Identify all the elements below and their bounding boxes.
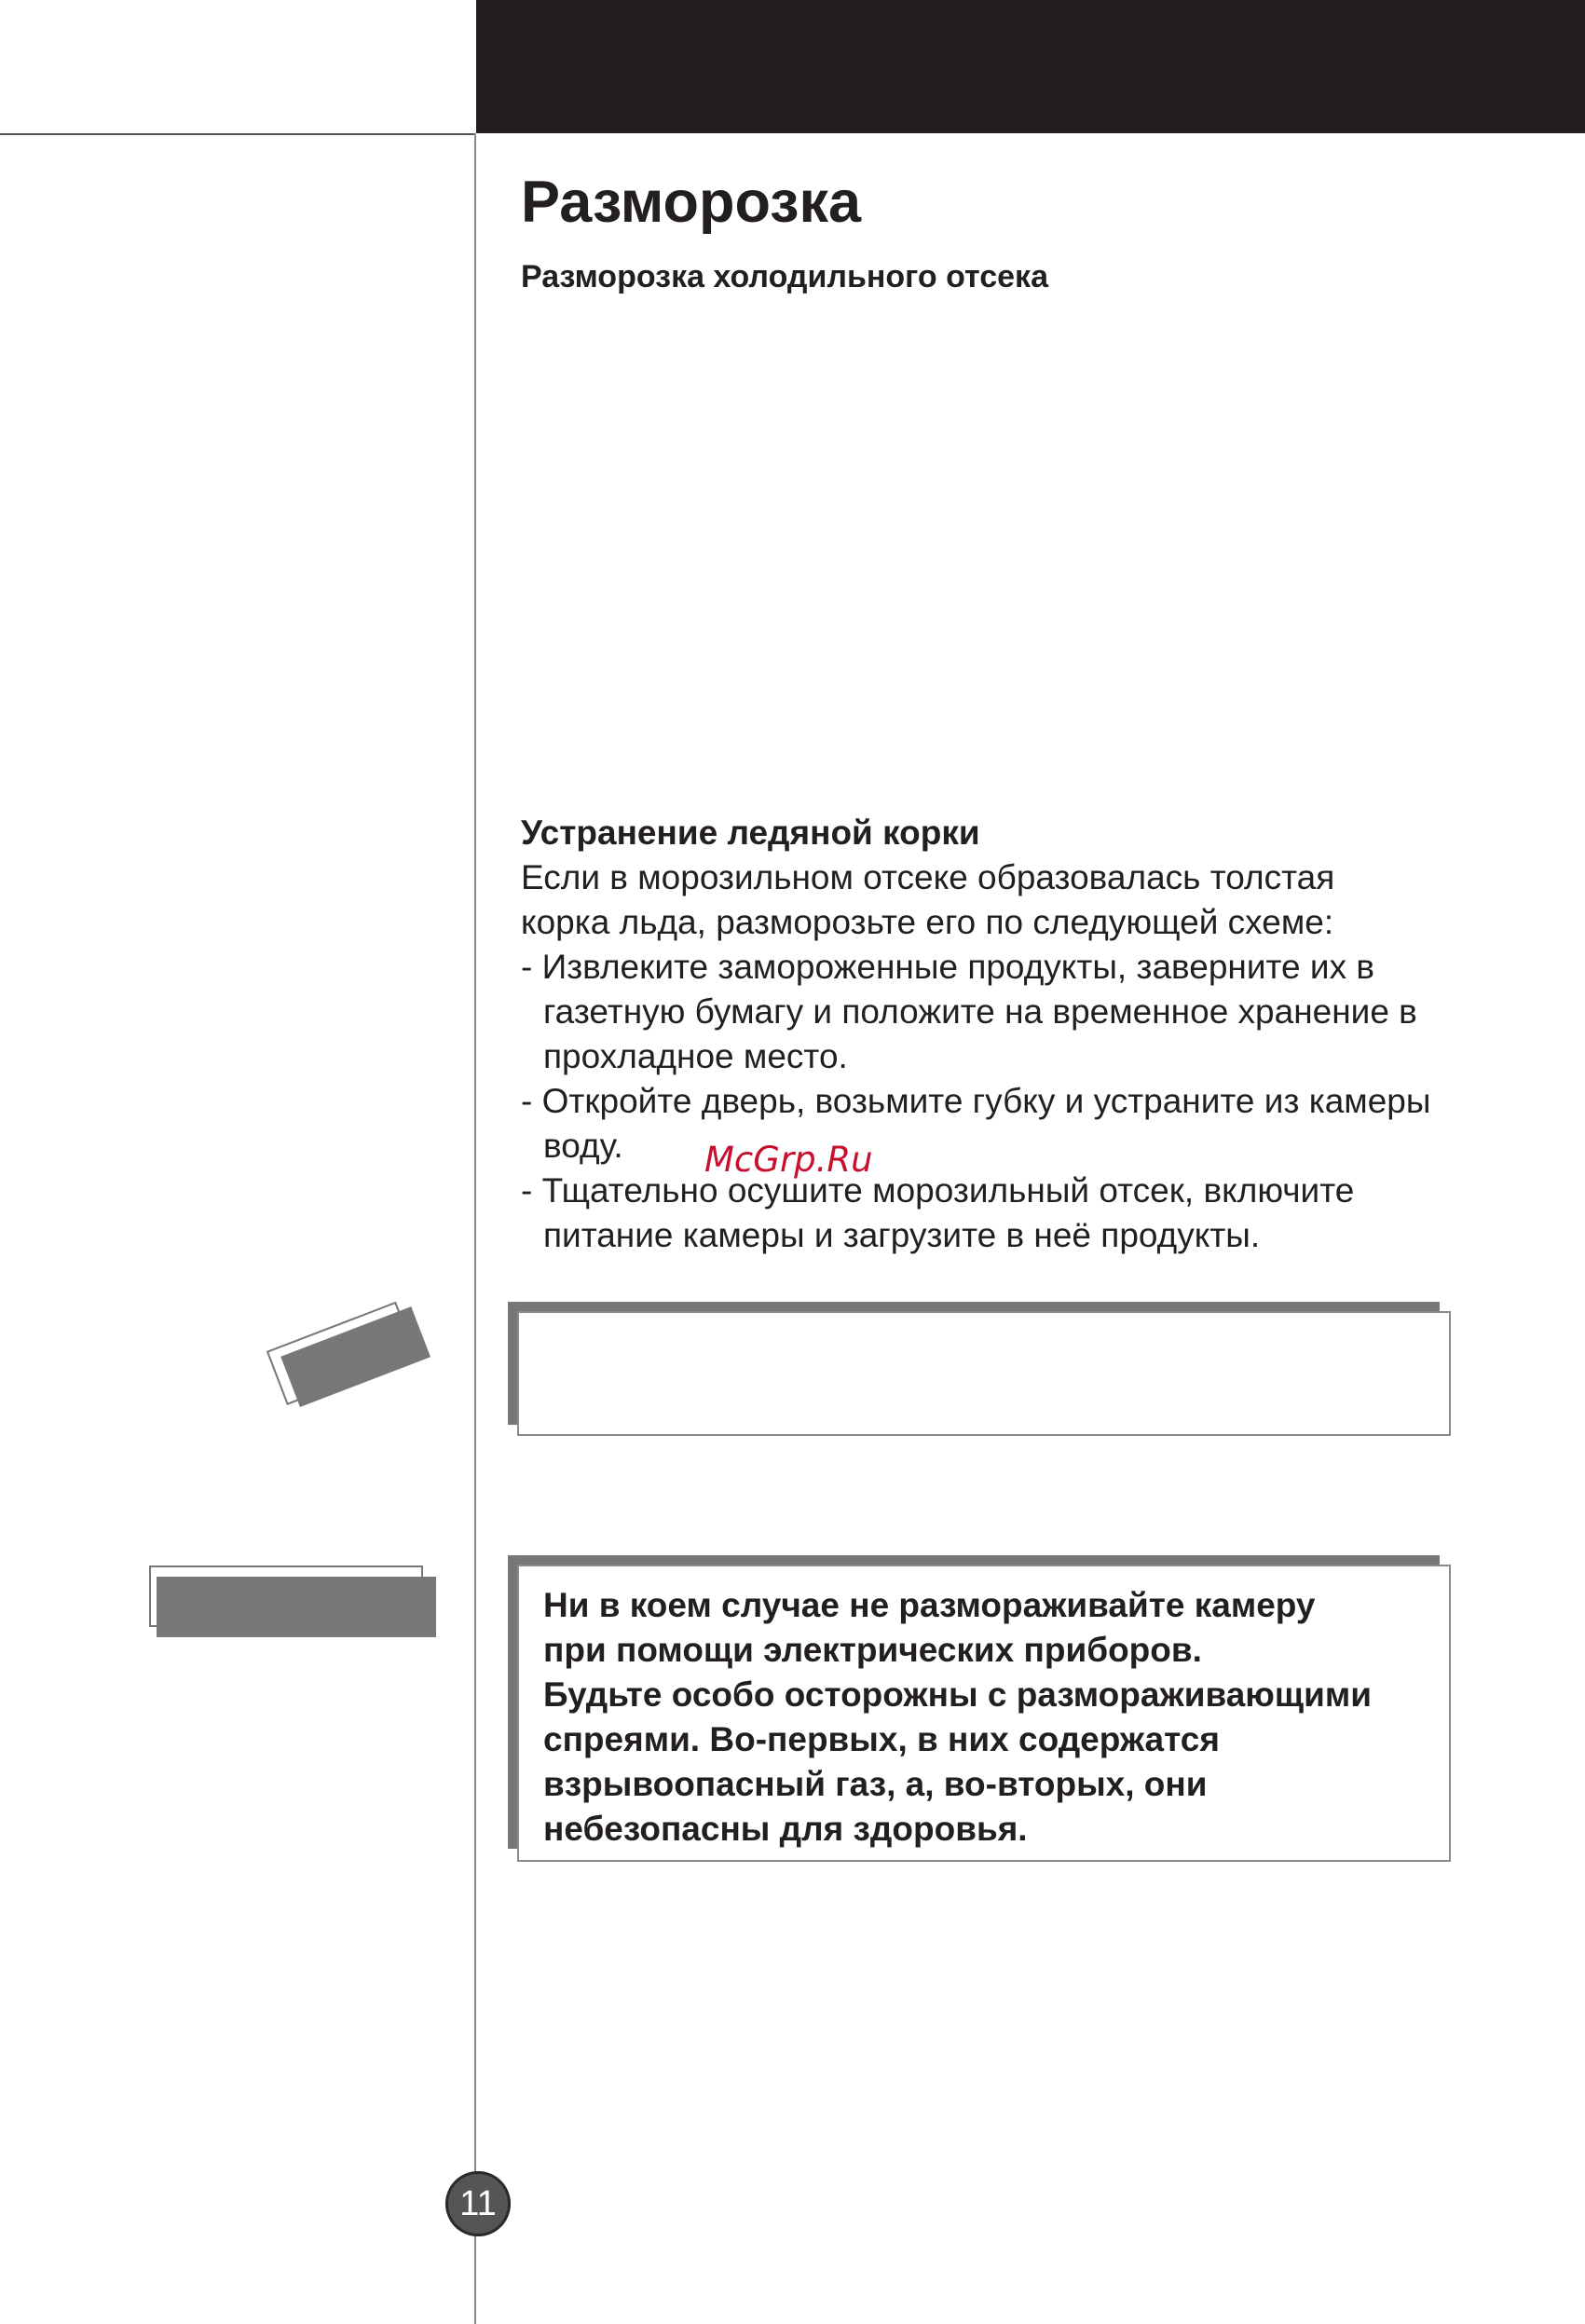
bullet-item: - Тщательно осушите морозильный отсек, включите питание камеры и загрузите в неё продукты.: [521, 1171, 1355, 1254]
note-icon: [287, 1312, 447, 1415]
watermark: McGrp.Ru: [704, 1140, 873, 1180]
bullet-item: - Извлеките замороженные продукты, заверните их в газетную бумагу и положите на временное хранение в прохладное место.: [521, 948, 1417, 1075]
warning-box-shadow-left: [508, 1555, 517, 1849]
warning-line: при помощи электрических приборов.: [543, 1631, 1202, 1669]
warning-box-shadow-top: [508, 1555, 1440, 1565]
warning-line: взрывоопасный газ, а, во-вторых, они: [543, 1765, 1208, 1803]
section-subtitle: Разморозка холодильного отсека: [521, 259, 1048, 294]
intro-line-2: корка льда, разморозьте его по следующей схеме:: [521, 903, 1334, 941]
caution-card-front-shape: [157, 1577, 436, 1637]
warning-line: Будьте особо осторожны с размораживающими: [543, 1675, 1372, 1714]
note-box-shadow-left: [508, 1302, 517, 1425]
ice-removal-section: [521, 811, 1481, 1258]
header-bar: [476, 0, 1585, 133]
caution-icon: [149, 1565, 438, 1640]
warning-line: небезопасны для здоровья.: [543, 1810, 1028, 1848]
warning-text: [543, 1583, 1475, 1852]
note-box-shadow-top: [508, 1302, 1440, 1311]
header-rule: [0, 133, 476, 135]
note-box: [517, 1311, 1451, 1436]
margin-rule: [474, 133, 476, 2324]
page-title: Разморозка: [521, 170, 862, 235]
page-number-badge: [445, 2171, 511, 2236]
ice-removal-heading: Устранение ледяной корки: [521, 813, 980, 852]
intro-line-1: Если в морозильном отсеке образовалась толстая: [521, 858, 1335, 896]
warning-line: спреями. Во-первых, в них содержатся: [543, 1720, 1220, 1758]
warning-line: Ни в коем случае не размораживайте камеру: [543, 1586, 1316, 1624]
bullet-item: - Откройте дверь, возьмите губку и устраните из камеры воду.: [521, 1082, 1431, 1165]
page-number: 11: [459, 2184, 497, 2223]
